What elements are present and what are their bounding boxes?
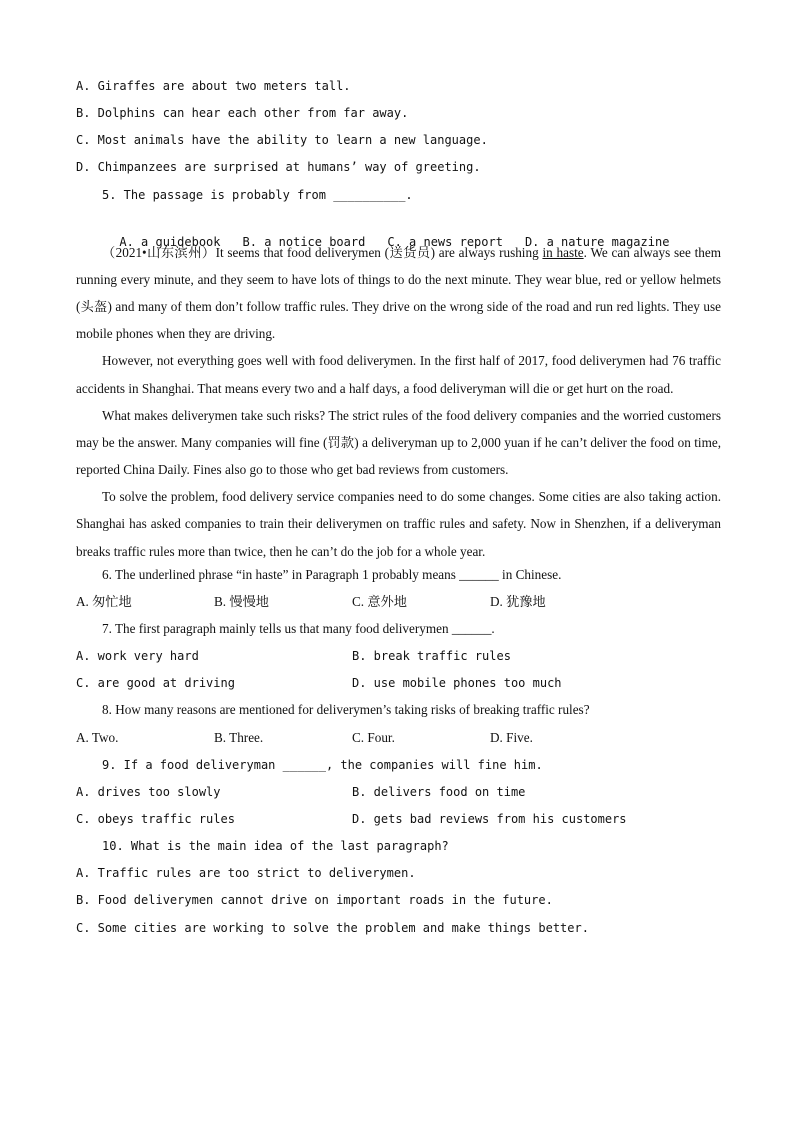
q9-stem: 9. If a food deliveryman ______, the companies will fine him. xyxy=(102,757,543,772)
q10-option-b: B. Food deliverymen cannot drive on important roads in the future. xyxy=(76,893,553,908)
q7-option-d: D. use mobile phones too much xyxy=(352,676,562,691)
q9-option-d: D. gets bad reviews from his customers xyxy=(352,811,627,826)
q6-option-c: C. 意外地 xyxy=(352,593,407,609)
q10-option-a: A. Traffic rules are too strict to deliverymen. xyxy=(76,866,416,881)
q5-option-c: C. a news report xyxy=(387,234,503,249)
q4-option-c: C. Most animals have the ability to learn a new language. xyxy=(76,133,488,148)
q6-stem: 6. The underlined phrase “in haste” in Paragraph 1 probably means ______ in Chinese. xyxy=(102,566,562,582)
passage-paragraph-4 xyxy=(76,483,721,564)
q7-option-a: A. work very hard xyxy=(76,649,199,664)
p1-text-after: . We can always see them running every minute, and they seem to have lots of things to do the next minute. They wear blue, red or yellow helmets (头盔) and many of them don’t follow traffic rules. They drive on the wrong side of the road and run red lights. They use mobile phones when they are driving. xyxy=(76,244,721,342)
q8-option-b: B. Three. xyxy=(214,729,264,745)
q7-options-row-2 xyxy=(76,673,721,700)
q6-option-b: B. 慢慢地 xyxy=(214,593,269,609)
p2-text: However, not everything goes well with food deliverymen. In the first half of 2017, food deliverymen had 76 traffic accidents in Shanghai. That means every two and a half days, a food deliveryman will die or get hurt on the road. xyxy=(76,353,721,396)
p3-text: What makes deliverymen take such risks? The strict rules of the food delivery companies and the worried customers may be the answer. Many companies will fine (罚款) a deliveryman up to 2,000 yuan if he can’t deliver the food on time, reported China Daily. Fines also go to those who get bad reviews from customers. xyxy=(76,407,721,478)
q8-option-d: D. Five. xyxy=(490,729,533,745)
passage-paragraph-2 xyxy=(76,347,721,401)
page-content xyxy=(76,76,721,945)
q9-option-c: C. obeys traffic rules xyxy=(76,811,235,826)
q10-option-c: C. Some cities are working to solve the problem and make things better. xyxy=(76,920,589,935)
q8-option-a: A. Two. xyxy=(76,729,119,745)
q10-stem: 10. What is the main idea of the last paragraph? xyxy=(102,839,449,854)
p4-text: To solve the problem, food delivery service companies need to do some changes. Some cities are also taking action. Shanghai has asked companies to train their deliverymen on traffic rules and safety. Now in Shenzhen, if a deliveryman breaks traffic rules more than twice, then he can’t do the job for a whole year. xyxy=(76,489,721,559)
q7-option-c: C. are good at driving xyxy=(76,676,235,691)
p1-underlined-phrase: in haste xyxy=(542,244,584,260)
q5-stem: 5. The passage is probably from __________. xyxy=(102,187,413,202)
q9-option-a: A. drives too slowly xyxy=(76,784,221,799)
q6-option-a: A. 匆忙地 xyxy=(76,593,132,609)
p1-text-before: （2021•山东滨州）It seems that food deliverymen (送货员) are always rushing xyxy=(102,244,543,260)
passage-paragraph-3 xyxy=(76,402,721,483)
passage-paragraph-1 xyxy=(76,239,721,348)
q8-stem: 8. How many reasons are mentioned for deliverymen’s taking risks of breaking traffic rules? xyxy=(102,702,590,718)
q5-option-b: B. a notice board xyxy=(242,234,366,249)
q6-option-d: D. 犹豫地 xyxy=(490,593,546,609)
q9-options-row-2 xyxy=(76,809,721,836)
q4-option-d: D. Chimpanzees are surprised at humans’ way of greeting. xyxy=(76,160,481,175)
q8-option-c: C. Four. xyxy=(352,729,395,745)
q5-option-a: A. a guidebook xyxy=(119,234,221,249)
q5-options xyxy=(76,212,721,249)
q9-options-row-1 xyxy=(76,782,721,809)
q9-option-b: B. delivers food on time xyxy=(352,784,526,799)
q4-option-b: B. Dolphins can hear each other from far away. xyxy=(76,106,409,121)
q4-option-a: A. Giraffes are about two meters tall. xyxy=(76,79,351,93)
q7-stem: 7. The first paragraph mainly tells us that many food deliverymen ______. xyxy=(102,621,495,636)
q8-options xyxy=(76,728,721,755)
q6-options xyxy=(76,592,721,619)
q5-option-d: D. a nature magazine xyxy=(524,234,670,249)
q7-options-row-1 xyxy=(76,646,721,673)
q7-option-b: B. break traffic rules xyxy=(352,649,511,664)
